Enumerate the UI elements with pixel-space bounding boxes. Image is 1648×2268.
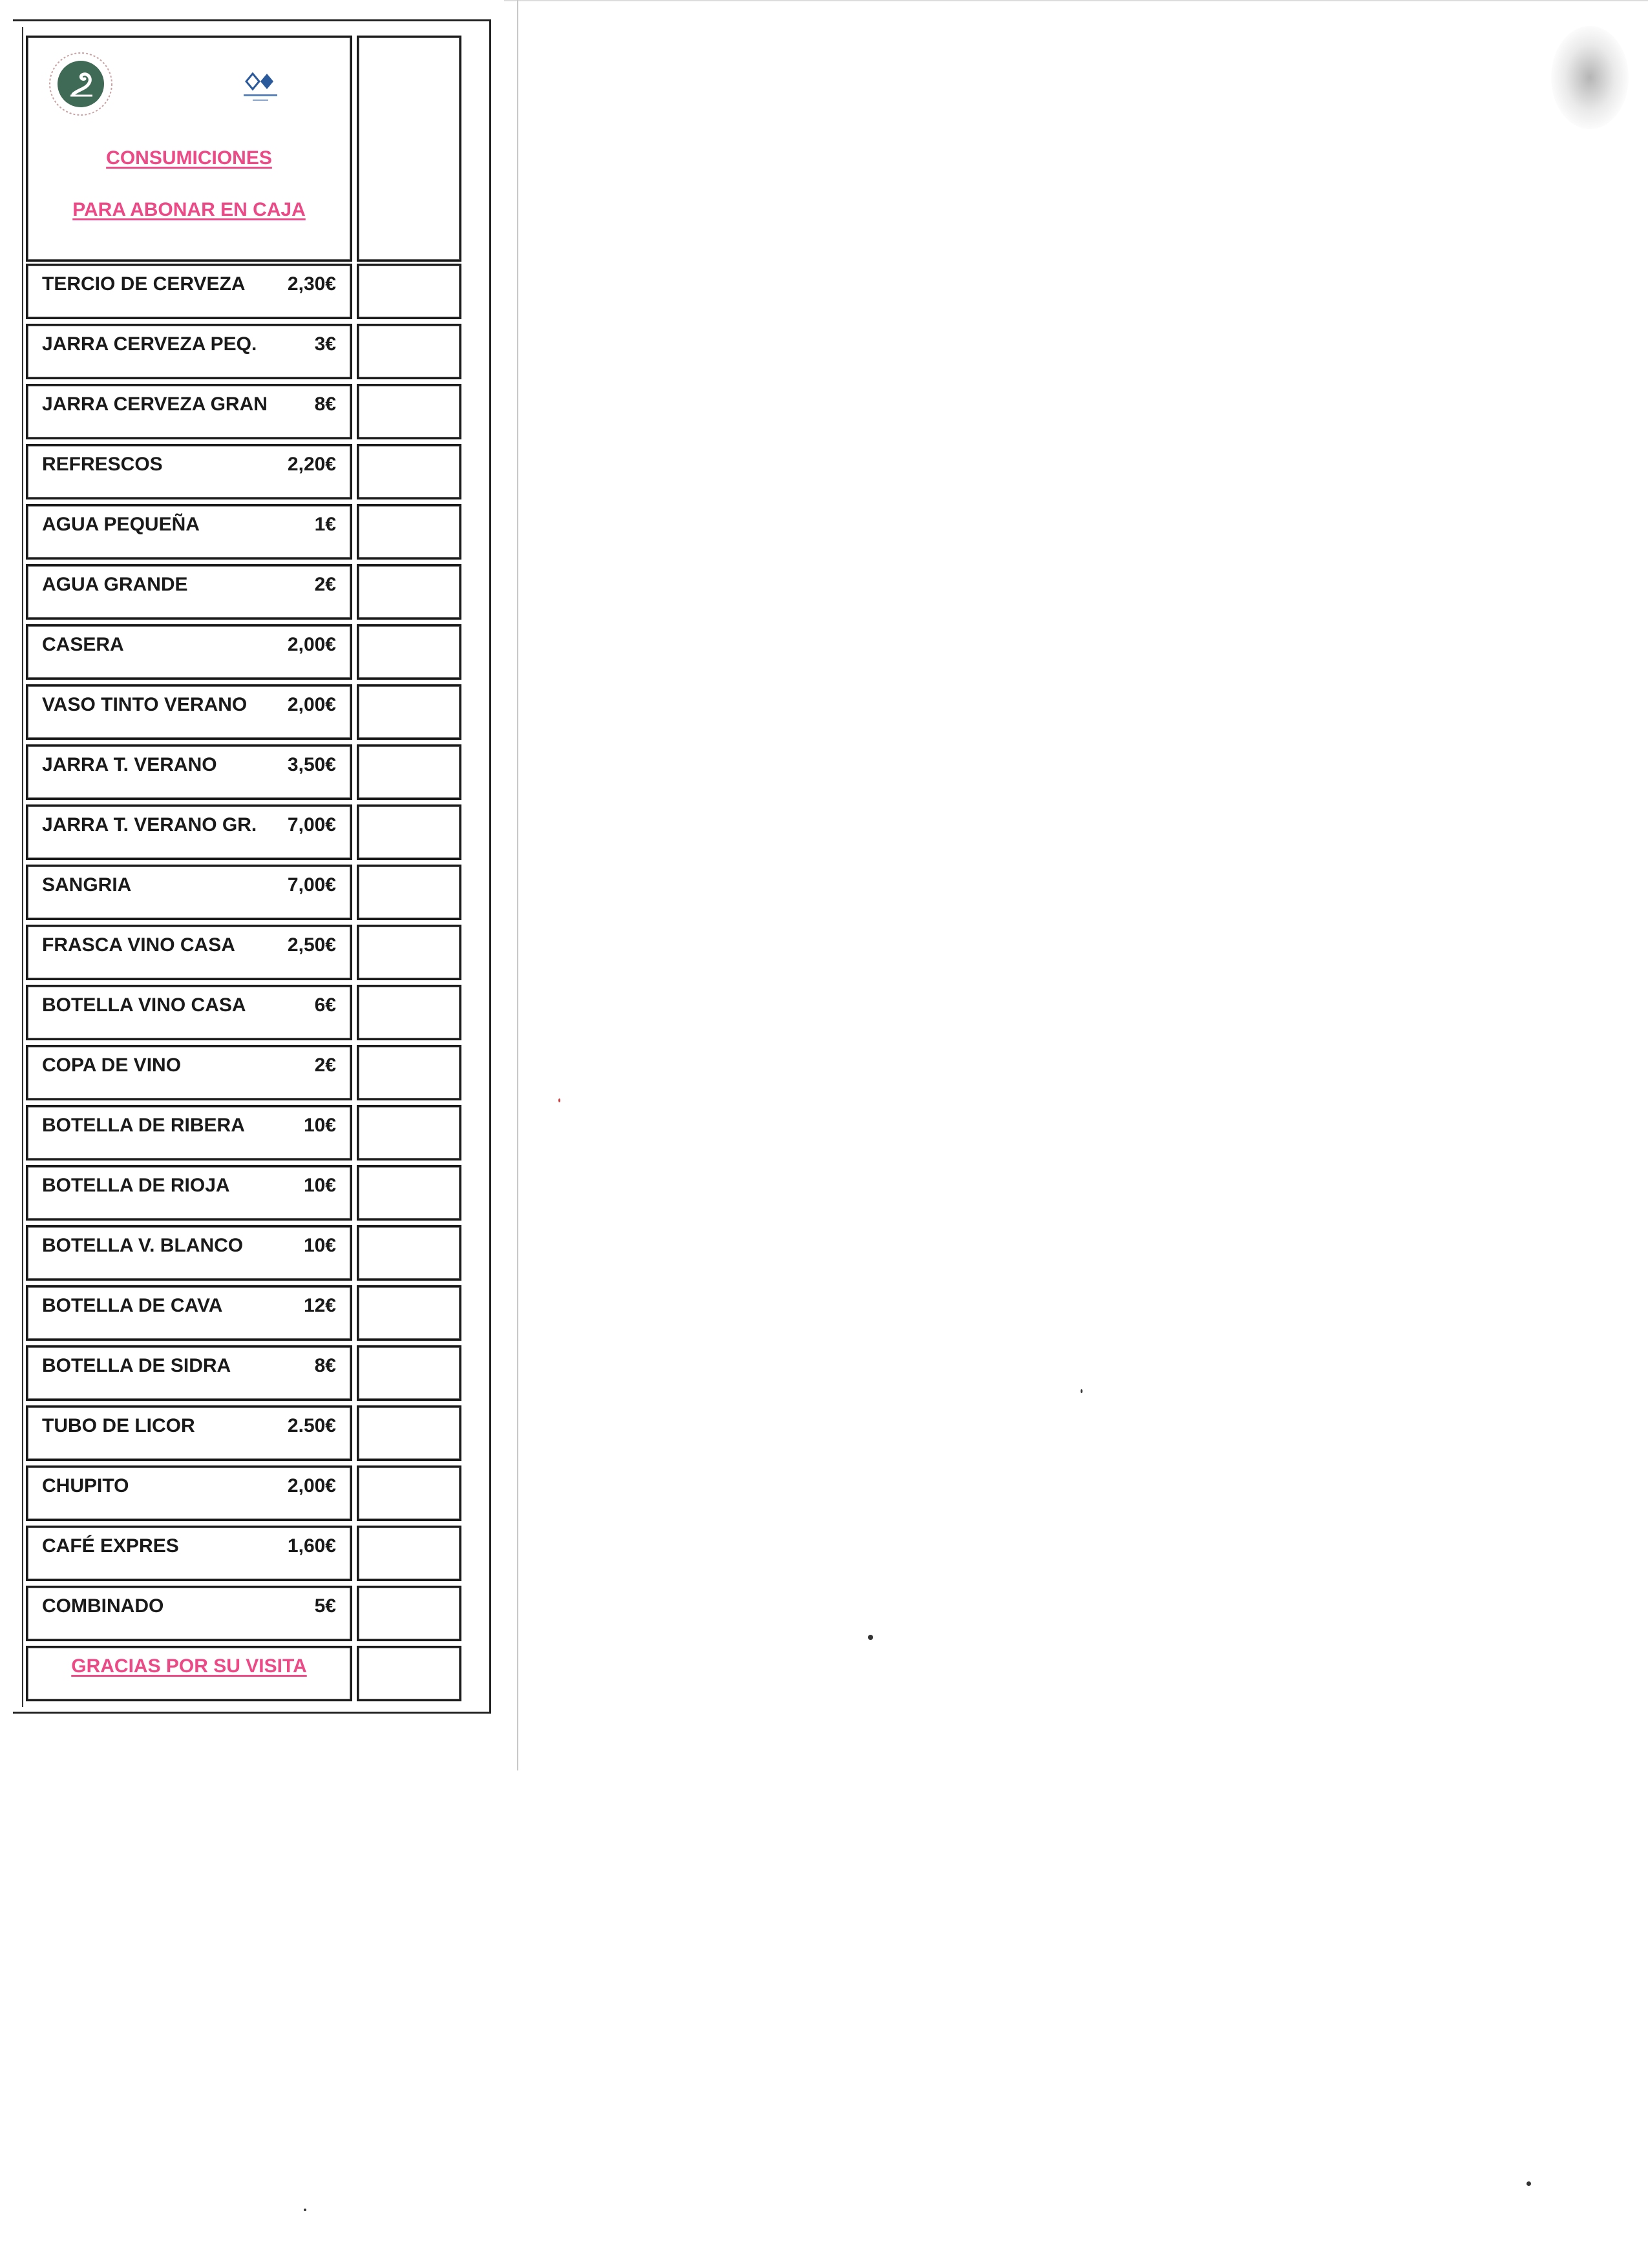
menu-row	[26, 1345, 461, 1401]
item-cell	[26, 1105, 352, 1160]
item-cell	[26, 624, 352, 680]
item-name: BOTELLA DE SIDRA	[42, 1355, 231, 1376]
item-cell	[26, 804, 352, 860]
item-name: BOTELLA DE CAVA	[42, 1295, 223, 1316]
item-cell	[26, 1045, 352, 1100]
item-price: 7,00€	[287, 814, 336, 835]
menu-row	[26, 865, 461, 920]
item-cell	[26, 1465, 352, 1521]
menu-header	[26, 36, 352, 262]
scan-smudge	[1551, 26, 1629, 129]
item-price: 2,50€	[287, 934, 336, 956]
item-name: FRASCA VINO CASA	[42, 934, 235, 956]
item-name: TUBO DE LICOR	[42, 1415, 195, 1436]
menu-row	[26, 504, 461, 560]
quantity-box	[357, 1285, 461, 1341]
quantity-box	[357, 264, 461, 319]
quantity-box	[357, 324, 461, 379]
page-title: CONSUMICIONES	[106, 147, 272, 169]
scan-speck	[1527, 2181, 1531, 2186]
item-price: 2€	[314, 1055, 336, 1076]
menu-row	[26, 624, 461, 680]
quantity-box	[357, 925, 461, 980]
item-cell	[26, 1586, 352, 1641]
menu-row	[26, 324, 461, 379]
page-border-bottom	[13, 1712, 491, 1714]
scan-speck	[1081, 1389, 1083, 1393]
menu-row	[26, 925, 461, 980]
item-name: JARRA CERVEZA PEQ.	[42, 333, 257, 355]
item-name: CAFÉ EXPRES	[42, 1535, 179, 1557]
item-name: JARRA CERVEZA GRAN	[42, 394, 268, 415]
menu-row	[26, 1526, 461, 1581]
item-name: JARRA T. VERANO	[42, 754, 217, 775]
item-name: BOTELLA DE RIBERA	[42, 1115, 245, 1136]
quantity-box	[357, 744, 461, 800]
item-name: BOTELLA DE RIOJA	[42, 1175, 230, 1196]
quantity-box	[357, 1105, 461, 1160]
quantity-box	[357, 624, 461, 680]
item-name: VASO TINTO VERANO	[42, 694, 248, 715]
scan-speck	[304, 2209, 306, 2211]
menu-row	[26, 564, 461, 620]
quantity-box	[357, 1045, 461, 1100]
quantity-box	[357, 1586, 461, 1641]
menu-row	[26, 1465, 461, 1521]
item-name: BOTELLA V. BLANCO	[42, 1235, 244, 1256]
item-name: COPA DE VINO	[42, 1055, 182, 1076]
item-price: 2,00€	[287, 634, 336, 655]
quantity-box	[357, 684, 461, 740]
item-cell	[26, 264, 352, 319]
menu-row	[26, 1285, 461, 1341]
item-name: BOTELLA VINO CASA	[42, 994, 246, 1016]
quantity-box	[357, 1405, 461, 1461]
item-cell	[26, 985, 352, 1040]
quantity-box	[357, 804, 461, 860]
item-cell	[26, 504, 352, 560]
quantity-box	[357, 1526, 461, 1581]
menu-row	[26, 985, 461, 1040]
quantity-box	[357, 1465, 461, 1521]
item-cell	[26, 744, 352, 800]
item-price: 7,00€	[287, 874, 336, 896]
page-border-top	[13, 19, 491, 21]
page-subtitle: PARA ABONAR EN CAJA	[72, 199, 306, 220]
item-cell	[26, 384, 352, 439]
menu-row	[26, 1225, 461, 1281]
item-name: REFRESCOS	[42, 454, 163, 475]
item-cell	[26, 684, 352, 740]
item-price: 10€	[303, 1115, 336, 1136]
footer-cell	[26, 1646, 352, 1701]
item-price: 6€	[314, 994, 336, 1016]
quantity-box	[357, 1225, 461, 1281]
item-name: AGUA GRANDE	[42, 574, 188, 595]
item-price: 1,60€	[287, 1535, 336, 1557]
item-price: 1€	[314, 514, 336, 535]
item-cell	[26, 865, 352, 920]
partner-logo	[235, 70, 293, 109]
item-name: AGUA PEQUEÑA	[42, 514, 200, 535]
menu-row	[26, 744, 461, 800]
item-price: 2,20€	[287, 454, 336, 475]
sheet-edge-right	[517, 0, 518, 1770]
quantity-box	[357, 504, 461, 560]
item-name: CASERA	[42, 634, 124, 655]
item-price: 2.50€	[287, 1415, 336, 1436]
item-price: 2,00€	[287, 694, 336, 715]
page-border-right	[489, 19, 491, 1714]
item-price: 12€	[303, 1295, 336, 1316]
item-cell	[26, 444, 352, 499]
menu-row	[26, 1045, 461, 1100]
item-price: 8€	[314, 1355, 336, 1376]
club-seal-logo	[47, 50, 115, 118]
quantity-box	[357, 444, 461, 499]
quantity-box	[357, 985, 461, 1040]
item-name: CHUPITO	[42, 1475, 129, 1496]
item-name: JARRA T. VERANO GR.	[42, 814, 257, 835]
menu-row	[26, 444, 461, 499]
item-price: 5€	[314, 1595, 336, 1617]
item-price: 2,30€	[287, 273, 336, 295]
item-price: 3€	[314, 333, 336, 355]
quantity-box	[357, 865, 461, 920]
menu-row	[26, 684, 461, 740]
scan-speck	[868, 1635, 873, 1640]
item-price: 2€	[314, 574, 336, 595]
item-cell	[26, 925, 352, 980]
menu-row	[26, 1105, 461, 1160]
quantity-box	[357, 1165, 461, 1221]
item-cell	[26, 1345, 352, 1401]
footer-message: GRACIAS POR SU VISITA	[71, 1655, 307, 1677]
quantity-box	[357, 564, 461, 620]
item-cell	[26, 324, 352, 379]
header-side-box	[357, 36, 461, 262]
menu-row	[26, 384, 461, 439]
item-price: 10€	[303, 1175, 336, 1196]
quantity-box	[357, 1345, 461, 1401]
item-cell	[26, 1285, 352, 1341]
sheet-edge-top	[504, 0, 1648, 1]
menu-row	[26, 1586, 461, 1641]
footer-row	[26, 1646, 461, 1701]
item-cell	[26, 1405, 352, 1461]
item-cell	[26, 564, 352, 620]
item-cell	[26, 1526, 352, 1581]
item-cell	[26, 1225, 352, 1281]
footer-side-box	[357, 1646, 461, 1701]
quantity-box	[357, 384, 461, 439]
item-cell	[26, 1165, 352, 1221]
item-price: 2,00€	[287, 1475, 336, 1496]
menu-row	[26, 1165, 461, 1221]
item-price: 3,50€	[287, 754, 336, 775]
menu-row	[26, 1405, 461, 1461]
scan-speck	[558, 1098, 560, 1102]
item-name: COMBINADO	[42, 1595, 164, 1617]
menu-row	[26, 804, 461, 860]
item-name: TERCIO DE CERVEZA	[42, 273, 246, 295]
item-price: 8€	[314, 394, 336, 415]
menu-row	[26, 264, 461, 319]
page-border-left	[22, 27, 23, 1707]
item-price: 10€	[303, 1235, 336, 1256]
item-name: SANGRIA	[42, 874, 132, 896]
